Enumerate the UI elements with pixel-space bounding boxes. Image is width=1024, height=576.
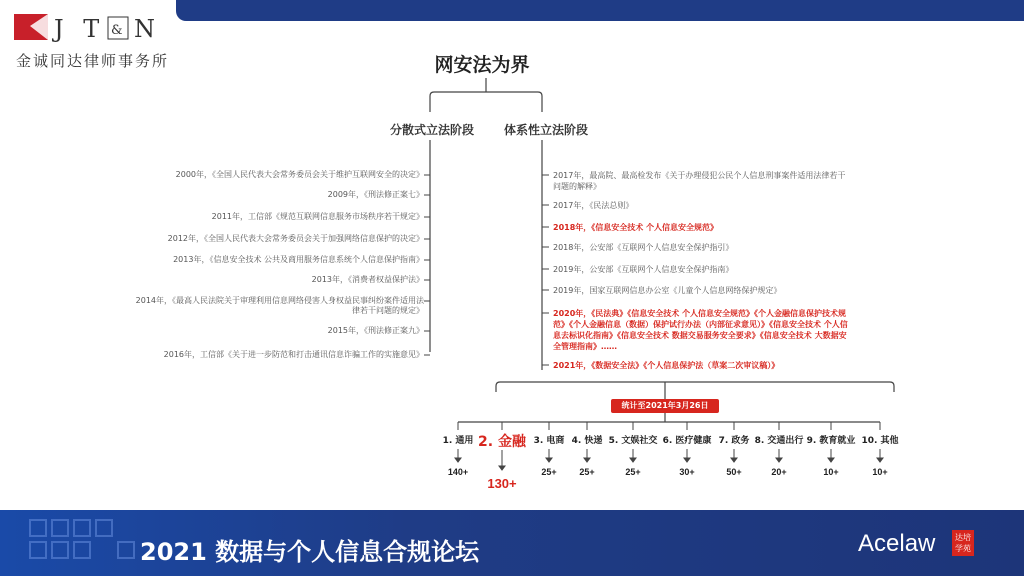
right-timeline-item: 2020年，《民法典》《信息安全技术 个人信息安全规范》《个人金融信息保护技术规范》《个人金融信息（数据）保护试行办法（内部征求意见）》《信息安全技术 个人信息去标识化指南》《信息安全技术 数据交易服务安全要求》《信息安全技术 大数据安全管理指南》…… bbox=[553, 309, 848, 351]
category-arrowhead bbox=[499, 466, 505, 470]
category-count: 20+ bbox=[771, 467, 787, 477]
category-arrowhead bbox=[684, 458, 690, 462]
category-count: 25+ bbox=[579, 467, 595, 477]
stage-left-label: 分散式立法阶段 bbox=[390, 123, 475, 137]
left-timeline-item: 2014年，《最高人民法院关于审理利用信息网络侵害人身权益民事纠纷案件适用法律若干问题的规定》 bbox=[135, 296, 424, 315]
left-timeline-item: 2013年，《信息安全技术 公共及商用服务信息系统个人信息保护指南》 bbox=[173, 255, 424, 264]
svg-text:N: N bbox=[134, 15, 155, 43]
right-timeline-item: 2017年，最高院、最高检发布《关于办理侵犯公民个人信息刑事案件适用法律若干问题的解释》 bbox=[553, 171, 846, 191]
category-count: 130+ bbox=[487, 476, 517, 491]
category-arrowhead bbox=[776, 458, 782, 462]
category-count: 10+ bbox=[872, 467, 888, 477]
category-label: 2. 金融 bbox=[478, 434, 526, 450]
category-arrowhead bbox=[877, 458, 883, 462]
category-label: 5. 文娱社交 bbox=[608, 436, 658, 446]
brand-badge: 达培学苑 bbox=[952, 530, 974, 556]
category-label: 9. 教育就业 bbox=[806, 436, 856, 446]
left-timeline-item: 2000年，《全国人民代表大会常务委员会关于维护互联网安全的决定》 bbox=[175, 170, 424, 179]
svg-text:&: & bbox=[111, 23, 123, 38]
right-timeline-item: 2019年，公安部《互联网个人信息安全保护指南》 bbox=[553, 265, 734, 274]
category-label: 1. 通用 bbox=[442, 436, 474, 446]
right-timeline-item: 2019年，国家互联网信息办公室《儿童个人信息网络保护规定》 bbox=[553, 286, 782, 295]
category-arrowhead bbox=[584, 458, 590, 462]
category-arrowhead bbox=[455, 458, 461, 462]
category-label: 6. 医疗健康 bbox=[662, 436, 712, 446]
firm-name: 金诚同达律师事务所 bbox=[16, 52, 170, 70]
category-label: 10. 其他 bbox=[861, 436, 899, 446]
brand-name: Acelaw bbox=[858, 530, 936, 557]
left-timeline-item: 2016年，工信部《关于进一步防范和打击通讯信息诈骗工作的实施意见》 bbox=[163, 350, 424, 359]
category-count: 25+ bbox=[625, 467, 641, 477]
left-timeline-item: 2011年，工信部《规范互联网信息服务市场秩序若干规定》 bbox=[211, 212, 424, 221]
category-arrowhead bbox=[828, 458, 834, 462]
category-arrowhead bbox=[546, 458, 552, 462]
left-timeline-item: 2013年，《消费者权益保护法》 bbox=[311, 275, 424, 284]
right-timeline-item: 2017年，《民法总则》 bbox=[553, 201, 634, 210]
footer-pattern-icon bbox=[20, 510, 140, 576]
svg-text:J T: J T bbox=[54, 15, 106, 43]
category-count: 25+ bbox=[541, 467, 557, 477]
category-label: 4. 快递 bbox=[571, 436, 603, 446]
left-timeline-item: 2009年，《刑法修正案七》 bbox=[327, 190, 424, 199]
left-timeline-item: 2012年，《全国人民代表大会常务委员会关于加强网络信息保护的决定》 bbox=[167, 234, 424, 243]
category-count: 50+ bbox=[726, 467, 742, 477]
page-title: 网安法为界 bbox=[434, 54, 530, 76]
category-label: 3. 电商 bbox=[533, 436, 565, 446]
category-count: 140+ bbox=[447, 467, 469, 477]
category-arrowhead bbox=[630, 458, 636, 462]
category-count: 30+ bbox=[679, 467, 695, 477]
stage-right-label: 体系性立法阶段 bbox=[504, 123, 589, 137]
category-count: 10+ bbox=[823, 467, 839, 477]
right-timeline-item: 2018年，《信息安全技术 个人信息安全规范》 bbox=[553, 223, 719, 232]
category-label: 8. 交通出行 bbox=[754, 436, 804, 446]
category-arrowhead bbox=[731, 458, 737, 462]
left-timeline-item: 2015年，《刑法修正案九》 bbox=[327, 326, 424, 335]
category-label: 7. 政务 bbox=[718, 436, 750, 446]
right-timeline-item: 2021年，《数据安全法》《个人信息保护法（草案二次审议稿）》 bbox=[553, 361, 780, 370]
right-timeline-item: 2018年，公安部《互联网个人信息安全保护指引》 bbox=[553, 243, 734, 252]
footer-title: 2021 数据与个人信息合规论坛 bbox=[140, 538, 480, 566]
date-badge: 统计至2021年3月26日 bbox=[611, 399, 719, 413]
